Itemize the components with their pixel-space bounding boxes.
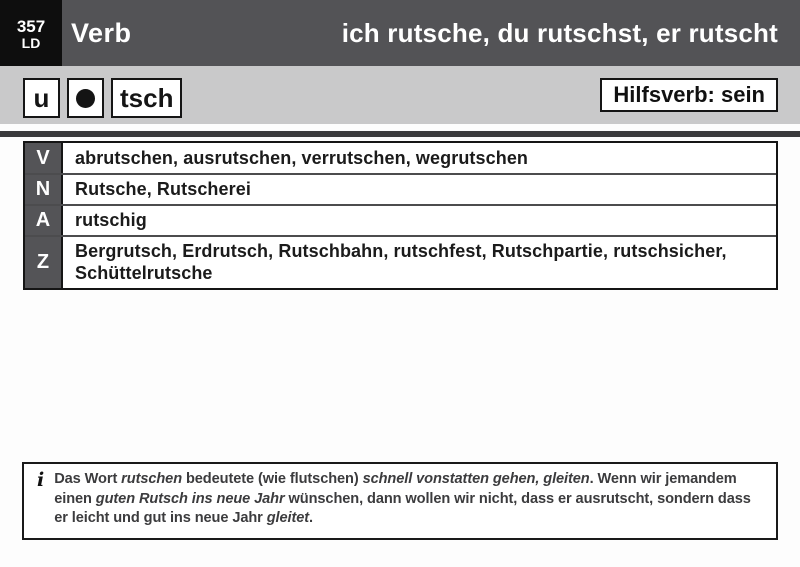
row-label-v: V xyxy=(25,143,63,173)
auxiliary-verb-box xyxy=(600,78,778,112)
row-label-z: Z xyxy=(25,237,63,288)
conjugation-text: ich rutsche, du rutschst, er rutscht xyxy=(341,17,778,48)
bullet-dot-icon xyxy=(76,89,95,108)
table-row-verbs xyxy=(25,143,776,175)
card-number-box xyxy=(0,0,62,66)
separator-rule xyxy=(0,131,800,137)
auxiliary-verb-label: Hilfsverb: sein xyxy=(613,82,765,107)
card-code: LD xyxy=(21,34,41,51)
card-number: 357 xyxy=(16,16,46,36)
word-class-label: Verb xyxy=(71,17,132,48)
table-row-nouns xyxy=(25,175,776,206)
info-box xyxy=(22,462,778,540)
row-content-verbs: abrutschen, ausrutschen, verrutschen, wegrutschen xyxy=(75,147,529,168)
phonetic-segment-u: u xyxy=(23,78,60,118)
info-segment: wünschen, dann wollen wir nicht, dass er ausrutscht, sondern dass er leicht und gut ins neue Jahr xyxy=(54,490,751,526)
info-segment-italic: gleitet xyxy=(266,510,309,526)
info-segment: . Wenn wir jemandem einen xyxy=(54,471,737,507)
info-segment-italic: schnell vonstatten gehen, gleiten xyxy=(362,471,590,487)
phonetic-bar xyxy=(0,66,800,124)
info-segment: . xyxy=(309,510,313,526)
word-family-table xyxy=(23,141,778,290)
header-bar xyxy=(0,0,800,66)
info-segment-italic: rutschen xyxy=(121,471,183,487)
info-segment: bedeutete (wie flutschen) xyxy=(182,471,363,487)
stress-dot-box xyxy=(67,78,104,118)
info-segment-italic: guten Rutsch ins neue Jahr xyxy=(95,490,285,507)
table-row-compounds xyxy=(25,237,776,288)
info-text xyxy=(54,470,766,529)
row-label-n: N xyxy=(25,175,63,204)
row-label-a: A xyxy=(25,206,63,235)
info-icon: i xyxy=(37,469,45,491)
row-content-compounds: Bergrutsch, Erdrutsch, Rutschbahn, rutschfest, Rutschpartie, rutschsicher, Schüttelrutsche xyxy=(75,241,727,283)
row-content-adjectives: rutschig xyxy=(75,210,147,230)
info-segment: Das Wort xyxy=(54,471,122,487)
row-content-nouns: Rutsche, Rutscherei xyxy=(75,179,251,199)
table-row-adjectives xyxy=(25,206,776,237)
phonetic-segment-tsch: tsch xyxy=(111,78,182,118)
